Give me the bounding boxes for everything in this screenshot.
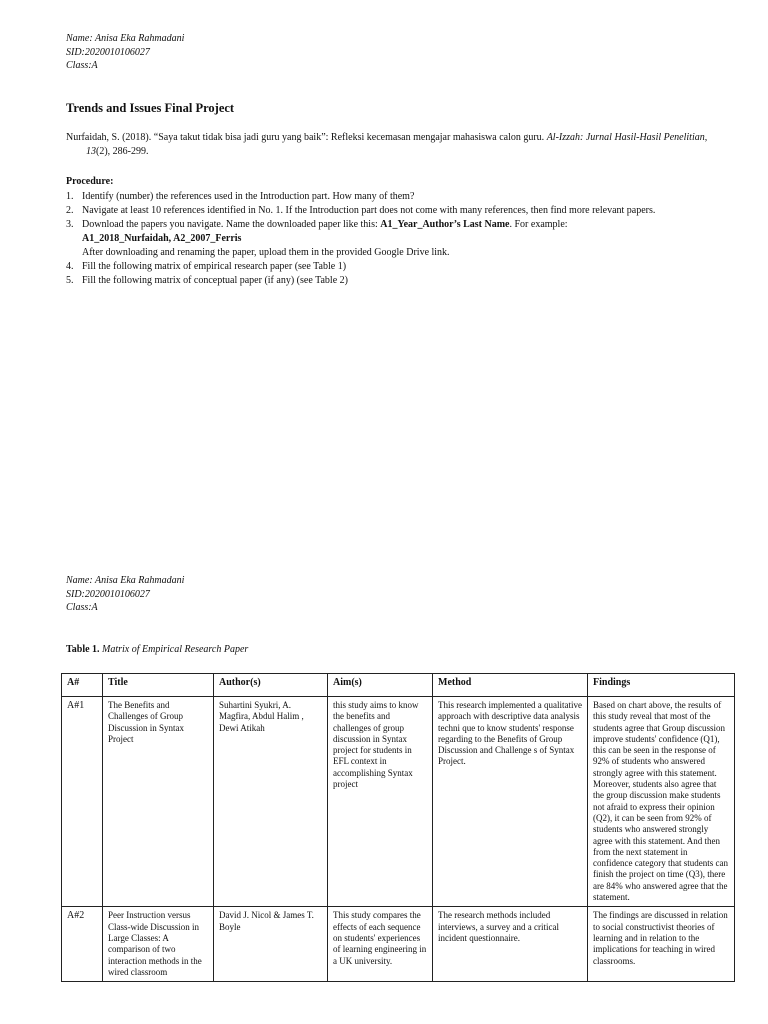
reference-citation (66, 131, 726, 159)
student-sid: SID:2020010106027 (66, 588, 150, 600)
empirical-research-matrix (61, 673, 735, 982)
paper-findings: The findings are discussed in relation to social constructivist theories of learning and in relation to the implications for teaching in wired classrooms. (588, 907, 735, 982)
filename-example: A1_2018_Nurfaidah, A2_2007_Ferris (82, 233, 242, 244)
column-header: Method (433, 674, 588, 697)
reference-issue-pages: (2), 286-299. (96, 146, 149, 157)
paper-title: Peer Instruction versus Class-wide Discussion in Large Classes: A comparison of two interaction methods in the wired classroom (103, 907, 214, 982)
filename-format: A1_Year_Author’s Last Name (380, 219, 510, 230)
column-header: Findings (588, 674, 735, 697)
paper-authors: Suhartini Syukri, A. Magfira, Abdul Halim , Dewi Atikah (214, 697, 328, 907)
student-name: Name: Anisa Eka Rahmadani (66, 33, 185, 44)
table-caption: Table 1. Matrix of Empirical Research Paper (66, 644, 249, 655)
row-id: A#2 (62, 907, 103, 982)
column-header: A# (62, 674, 103, 697)
paper-aims: This study compares the effects of each sequence on students' experiences of learning engineering in a UK university. (328, 907, 433, 982)
student-name: Name: Anisa Eka Rahmadani (66, 575, 185, 586)
table-row (62, 697, 735, 907)
student-info-header (66, 32, 184, 73)
paper-method: This research implemented a qualitative approach with descriptive data analysis techni que to know students' response regarding to the Benefits of Group Discussion and Challenge s of Syntax Project. (433, 697, 588, 907)
student-info-header-page2 (66, 574, 184, 615)
paper-aims: this study aims to know the benefits and challenges of group discussion in Syntax project for students in EFL context in accomplishing Syntax project (328, 697, 433, 907)
document-title: Trends and Issues Final Project (66, 101, 235, 115)
column-header: Aim(s) (328, 674, 433, 697)
procedure-item: 2. Navigate at least 10 references identified in No. 1. If the Introduction part does not come with many references, then find more relevant papers. (66, 205, 656, 216)
row-id: A#1 (62, 697, 103, 907)
student-sid: SID:2020010106027 (66, 46, 150, 58)
reference-authors: Nurfaidah, S. (2018). “Saya takut tidak bisa jadi guru yang baik”: Refleksi kecemasan mengajar mahasiswa calon guru. (66, 132, 547, 143)
table-row (62, 907, 735, 982)
table-header-row (62, 674, 735, 697)
paper-authors: David J. Nicol & James T. Boyle (214, 907, 328, 982)
reference-journal: Al-Izzah: Jurnal Hasil-Hasil Penelitian, 13 (86, 132, 708, 157)
student-class: Class:A (66, 60, 98, 71)
student-class: Class:A (66, 602, 98, 613)
procedure-item: 3. Download the papers you navigate. Name the downloaded paper like this: A1_Year_Author’s Last Name. For example: A1_2018_Nurfaidah, A2_2007_Ferris After downloading and renaming the paper, upload them in the provided Google Drive link. (66, 218, 716, 260)
procedure-item: 4. Fill the following matrix of empirical research paper (see Table 1) (66, 261, 347, 272)
paper-method: The research methods included interviews, a survey and a critical incident questionnaire. (433, 907, 588, 982)
paper-findings: Based on chart above, the results of this study reveal that most of the students agree that Group discussion improve students' confidence (Q1), this can be seen in the response of 92% of students who answered strongly agree with this statement. Moreover, students also agree that the group discussion make students not afraid to express their opinion (Q2), it can be seen from 92% of students who answered strongly agree with this statement. And then from the next statement in confidence category that students can finish the project on time (Q3), there are 84% who answered agree that the statement. (588, 697, 735, 907)
procedure-item: 1. Identify (number) the references used in the Introduction part. How many of them? (66, 191, 415, 202)
procedure-list (66, 190, 716, 288)
procedure-label: Procedure: (66, 176, 114, 187)
procedure-item: 5. Fill the following matrix of conceptual paper (if any) (see Table 2) (66, 275, 348, 286)
column-header: Title (103, 674, 214, 697)
paper-title: The Benefits and Challenges of Group Discussion in Syntax Project (103, 697, 214, 907)
column-header: Author(s) (214, 674, 328, 697)
